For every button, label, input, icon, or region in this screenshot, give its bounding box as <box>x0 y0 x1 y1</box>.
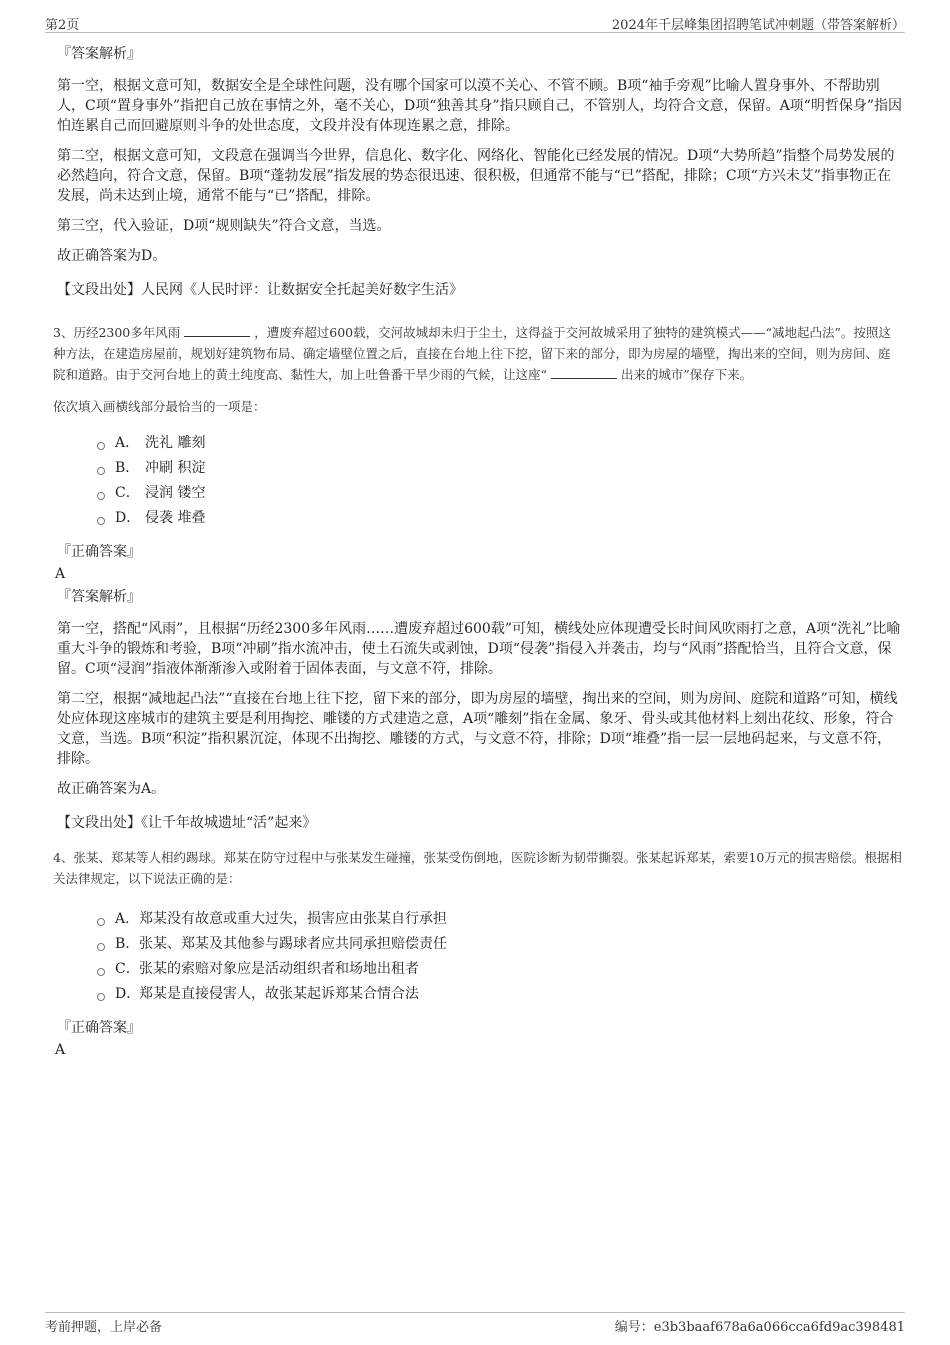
q3-option-d[interactable]: D． 侵袭 堆叠 <box>97 506 902 531</box>
q4-answer-tag: 『正确答案』 <box>57 1020 141 1036</box>
fill-blank-2 <box>551 366 617 379</box>
radio-icon[interactable] <box>97 943 105 951</box>
q3-source: 【文段出处】《让千年故城遗址“活”起来》 <box>57 815 317 831</box>
q4-option-a[interactable]: A． 郑某没有故意或重大过失，损害应由张某自行承担 <box>97 907 902 932</box>
q2-analysis-para-2: 第二空，根据文意可知，文段意在强调当今世界，信息化、数字化、网络化、智能化已经发展的情况。D项“大势所趋”指整个局势发展的必然趋向，符合文意，保留。B项“蓬勃发展”指发展的势态很迅速、很积极，但通常不能与“已”搭配，排除；C项“方兴未艾”指事物正在发展，尚未达到止境，通常不能与“已”搭配，排除。 <box>57 148 895 204</box>
q3-option-a[interactable]: A． 洗礼 雕刻 <box>97 431 902 456</box>
radio-icon[interactable] <box>97 442 105 450</box>
radio-icon[interactable] <box>97 467 105 475</box>
q4-stem: 4、张某、郑某等人相约踢球。郑某在防守过程中与张某发生碰撞，张某受伤倒地，医院诊断为韧带撕裂。张某起诉郑某，索要10万元的损害赔偿。根据相关法律规定，以下说法正确的是： <box>53 850 902 886</box>
q4-options <box>97 907 902 1007</box>
q3-analysis-tag: 『答案解析』 <box>57 589 141 605</box>
q2-analysis-para-3: 第三空，代入验证，D项“规则缺失”符合文意，当选。 <box>57 218 391 234</box>
q3-analysis-para-1: 第一空，搭配“风雨”，且根据“历经2300多年风雨……遭废弃超过600载”可知，横线处应体现遭受长时间风吹雨打之意，A项“洗礼”比喻重大斗争的锻炼和考验，B项“冲刷”指水流冲击，使土石流失或剥蚀，D项“侵袭”指侵入并袭击，均与“风雨”搭配恰当，且符合文意，保留。C项“浸润”指液体渐渐渗入或附着于固体表面，与文意不符，排除。 <box>57 621 901 677</box>
page-content <box>53 44 902 1063</box>
q4-option-b[interactable]: B． 张某、郑某及其他参与踢球者应共同承担赔偿责任 <box>97 932 902 957</box>
q3-option-c[interactable]: C． 浸润 镂空 <box>97 481 902 506</box>
radio-icon[interactable] <box>97 517 105 525</box>
q3-analysis-para-2: 第二空，根据“减地起凸法”“直接在台地上往下挖，留下来的部分，即为房屋的墙壁，掏出来的空间，则为房间、庭院和道路”可知，横线处应体现这座城市的建筑主要是利用掏挖、雕镂的方式建造之意，A项“雕刻”指在金属、象牙、骨头或其他材料上刻出花纹、形象，符合文意，当选。B项“积淀”指积累沉淀，体现不出掏挖、雕镂的方式，与文意不符，排除；D项“堆叠”指一层一层地码起来，与文意不符，排除。 <box>57 691 898 767</box>
q2-analysis-para-1: 第一空，根据文意可知，数据安全是全球性问题，没有哪个国家可以漠不关心、不管不顾。B项“袖手旁观”比喻人置身事外、不帮助别人，C项“置身事外”指把自己放在事情之外，毫不关心，D项“独善其身”指只顾自己，不管别人，均符合文意，保留。A项“明哲保身”指因怕连累自己而回避原则斗争的处世态度，文段并没有体现连累之意，排除。 <box>57 78 902 134</box>
page-number: 第2页 <box>45 18 80 33</box>
q3-option-b[interactable]: B． 冲刷 积淀 <box>97 456 902 481</box>
q4-option-d[interactable]: D． 郑某是直接侵害人，故张某起诉郑某合情合法 <box>97 982 902 1007</box>
document-title: 2024年千层峰集团招聘笔试冲刺题（带答案解析） <box>611 18 905 33</box>
radio-icon[interactable] <box>97 993 105 1001</box>
q3-options <box>97 431 902 531</box>
q2-source: 【文段出处】人民网《人民时评：让数据安全托起美好数字生活》 <box>57 282 463 298</box>
page-header <box>45 12 905 33</box>
q2-analysis-tag: 『答案解析』 <box>57 46 141 62</box>
q3-answer-tag: 『正确答案』 <box>57 544 141 560</box>
fill-blank-1 <box>184 324 250 337</box>
q4-answer: A <box>55 1042 66 1058</box>
q3-prompt: 依次填入画横线部分最恰当的一项是： <box>53 399 266 414</box>
q2-analysis-para-4: 故正确答案为D。 <box>57 248 167 264</box>
q3-stem: 3、历经2300多年风雨 ，遭废弃超过600载，交河故城却未归于尘土，这得益于交河故城采用了独特的建筑模式——“减地起凸法”。按照这种方法，在建造房屋前，规划好建筑物布局、确定墙壁位置之后，直接在台地上往下挖，留下来的部分，即为房屋的墙壁，掏出来的空间，则为房间、庭院和道路。由于交河台地上的黄土纯度高、黏性大，加上吐鲁番干旱少雨的气候，让这座“ 出来的城市”保存下来。 <box>53 325 891 382</box>
page-footer <box>45 1312 905 1337</box>
q3-analysis-para-3: 故正确答案为A。 <box>57 781 166 797</box>
radio-icon[interactable] <box>97 492 105 500</box>
document-code: 编号：e3b3baaf678a6a066cca6fd9ac398481 <box>614 1320 905 1335</box>
radio-icon[interactable] <box>97 968 105 976</box>
q4-option-c[interactable]: C． 张某的索赔对象应是活动组织者和场地出租者 <box>97 957 902 982</box>
q3-answer: A <box>55 566 66 582</box>
radio-icon[interactable] <box>97 918 105 926</box>
footer-slogan: 考前押题，上岸必备 <box>45 1320 163 1335</box>
